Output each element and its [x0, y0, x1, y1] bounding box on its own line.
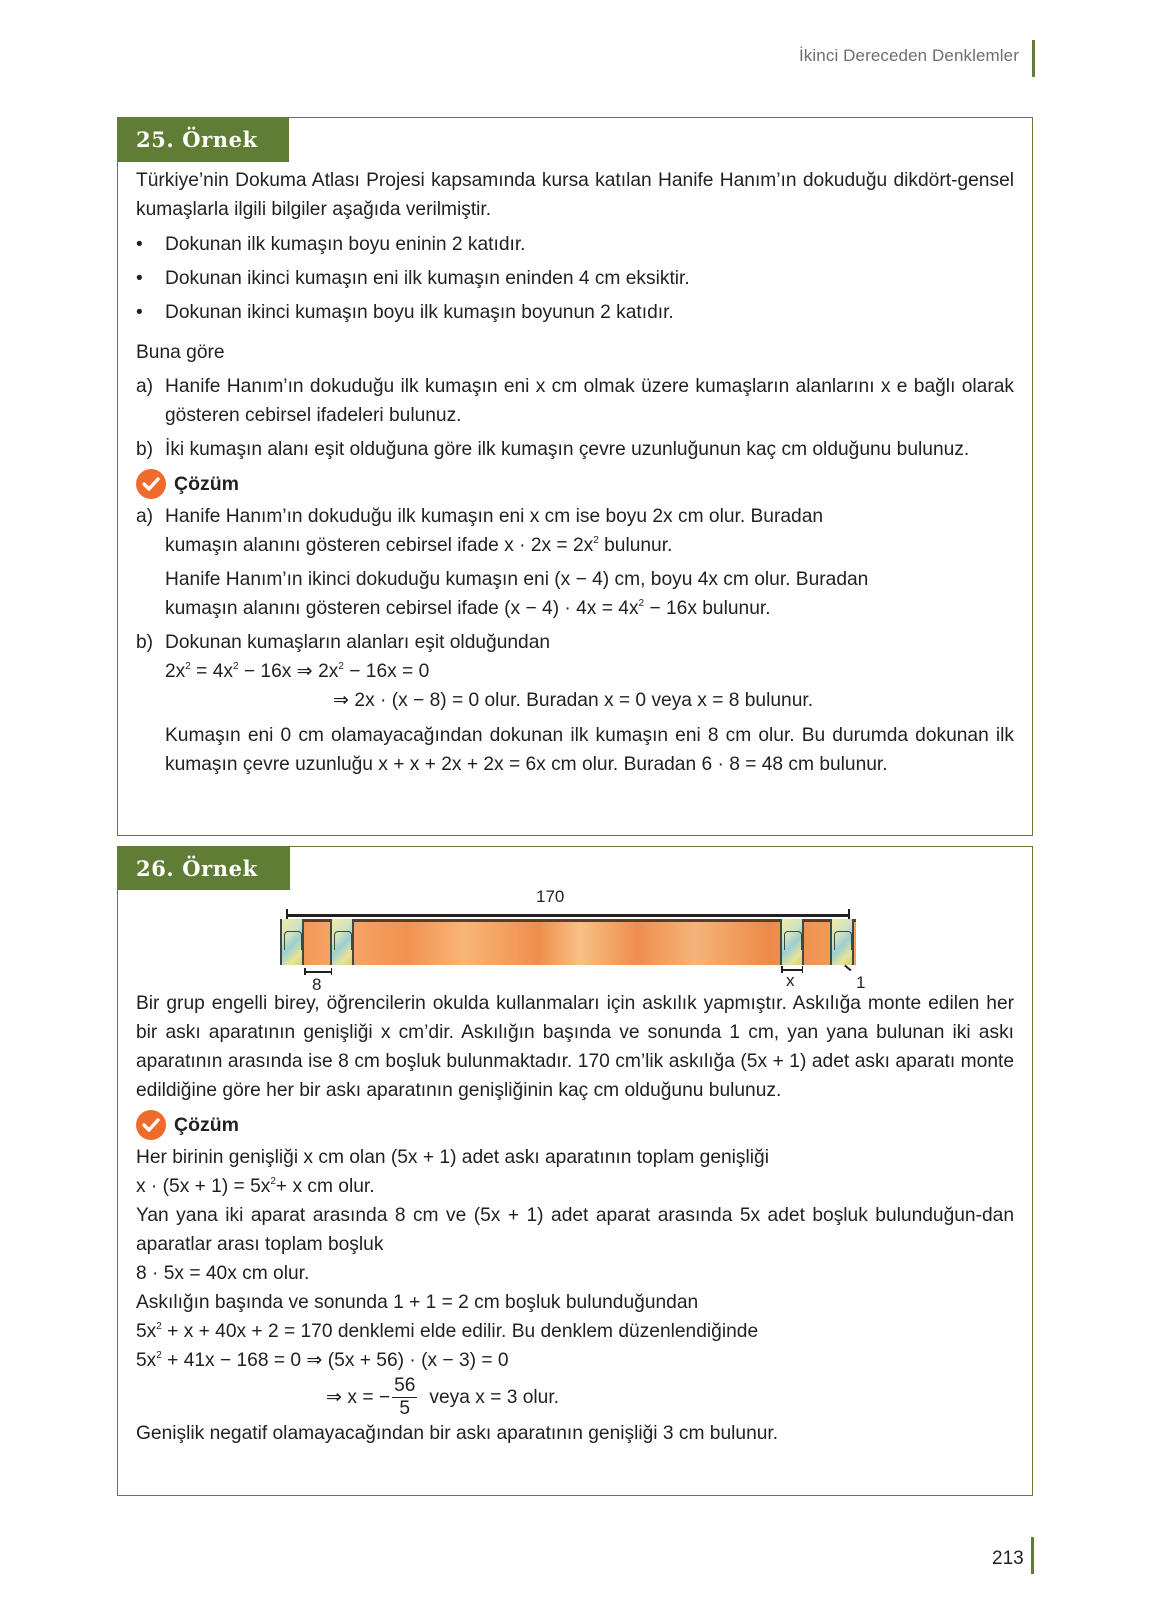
hanger-board [280, 919, 856, 965]
bullet-glyph: • [136, 234, 143, 255]
bullet-item: • Dokunan ilk kumaşın boyu eninin 2 katıdır. [136, 230, 1014, 259]
solution-heading: Çözüm [136, 466, 1014, 502]
check-circle-icon [136, 469, 166, 499]
hook-bracket [280, 919, 304, 965]
running-head-title: İkinci Dereceden Denklemler [798, 46, 1019, 65]
example-25-intro: Türkiye’nin Dokuma Atlası Projesi kapsamında kursa katılan Hanife Hanım’ın dokuduğu dikdört-gensel kumaşlarla ilgili bilgiler aşağıda verilmiştir. [136, 170, 1014, 220]
running-head-accent-bar [1032, 40, 1035, 77]
lead-text: Buna göre [136, 342, 225, 363]
bullet-item: • Dokunan ikinci kumaşın boyu ilk kumaşın boyunun 2 katıdır. [136, 298, 1014, 327]
solution-line: $5x^2 + x + 40x + 2 = 170$ denklemi elde edilir. Bu denklem düzenlendiğinde [136, 1321, 759, 1342]
gap-label: 8 [312, 975, 322, 994]
total-length-label: 170 [536, 887, 565, 906]
check-circle-icon [136, 1110, 166, 1140]
solution-line: Askılığın başında ve sonunda 1 + 1 = 2 cm boşluk bulunduğundan [136, 1292, 699, 1313]
question-a: a) Hanife Hanım’ın dokuduğu ilk kumaşın eni x cm olmak üzere kumaşların alanlarını x e bağlı olarak gösteren cebirsel ifadeleri bulunuz. [136, 376, 1014, 426]
width-label: x [786, 971, 795, 990]
equation: $2x^2 = 4x^2 - 16x$ ⇒ $2x^2 - 16x = 0$ [165, 661, 430, 682]
solution-line: Yan yana iki aparat arasında 8 cm ve (5x + 1) adet aparat arasında 5x adet boşluk bulunduğun-dan aparatlar arası toplam boşluk [136, 1205, 1014, 1255]
bullet-glyph: • [136, 302, 143, 323]
hook-bracket [830, 919, 854, 965]
solution-line: Her birinin genişliği x cm olan (5x + 1) adet askı aparatının toplam genişliği [136, 1147, 769, 1168]
example-26-problem: Bir grup engelli birey, öğrencilerin okulda kullanmaları için askılık yapmıştır. Askılığa monte edilen her bir askı aparatının genişliği x cm’dir. Askılığın başında ve sonunda 1 cm, yan yana bulunan iki askı aparatının arasında ise 8 cm boşluk bulunmaktadır. 170 cm’lik askılığa (5x + 1) adet askı aparatı monte edildiğine göre her bir askı aparatının genişliğinin kaç cm olduğunu bulunuz. [136, 993, 1014, 1101]
example-26-content [136, 989, 1014, 1448]
solution-heading: Çözüm [136, 1107, 1014, 1143]
hanger-figure [278, 887, 866, 995]
bullet-item: • Dokunan ikinci kumaşın eni ilk kumaşın eninden 4 cm eksiktir. [136, 264, 1014, 293]
hook-bracket [330, 919, 354, 965]
gap-dimension [304, 971, 332, 973]
example-26-box [117, 846, 1033, 1496]
page-number-accent-bar [1031, 1537, 1034, 1574]
edge-label: 1 [856, 973, 866, 992]
solution-b: b) Dokunan kumaşların alanları eşit olduğundan $2x^2 = 4x^2 - 16x$ ⇒ $2x^2 - 16x = 0$ ⇒ 2x · (x − 8) = 0 olur. Buradan x = 0 veya x = 8 bulunur. Kumaşın eni 0 cm olamayacağından dokunan ilk kumaşın eni 8 cm olur. Bu durumda dokunan ilk kumaşın çevre uzunluğu x + x + 2x + 2x = 6x cm olur. Buradan 6 · 8 = 48 cm bulunur. [136, 628, 1014, 779]
solution-a: a) Hanife Hanım’ın dokuduğu ilk kumaşın eni x cm ise boyu 2x cm olur. Buradan kumaşın alanını gösteren cebirsel ifade $x \cdot 2x = 2x^2$ bulunur. Hanife Hanım’ın ikinci dokuduğu kumaşın eni (x − 4) cm, boyu 4x cm olur. Buradan kumaşın alanını gösteren cebirsel ifade $(x - 4) \cdot 4x = 4x^2 - 16x$ bulunur. [136, 506, 869, 619]
question-b: b) İki kumaşın alanı eşit olduğuna göre ilk kumaşın çevre uzunluğunun kaç cm olduğunu bulunuz. [136, 439, 970, 460]
example-25-title: 25. Örnek [118, 118, 289, 162]
page-number: 213 [992, 1548, 1024, 1569]
solution-line: Genişlik negatif olamayacağından bir askı aparatının genişliği 3 cm bulunur. [136, 1423, 779, 1444]
solution-line: $x \cdot (5x + 1) = 5x^2+ x$ cm olur. [136, 1176, 375, 1197]
solution-conclusion: Kumaşın eni 0 cm olamayacağından dokunan ilk kumaşın eni 8 cm olur. Bu durumda dokunan ilk kumaşın çevre uzunluğu x + x + 2x + 2x = 6x cm olur. Buradan 6 · 8 = 48 cm bulunur. [165, 725, 1014, 775]
equation: ⇒ 2x · (x − 8) = 0 olur. Buradan x = 0 veya x = 8 bulunur. [333, 690, 814, 711]
solution-line: $5x^2 + 41x - 168 = 0$ ⇒ (5x + 56) · (x − 3) = 0 [136, 1350, 509, 1371]
fraction: $\frac{56}{5}$ [394, 1374, 416, 1419]
hook-bracket [780, 919, 804, 965]
total-length-dimension [286, 914, 849, 917]
bullet-glyph: • [136, 268, 143, 289]
edge-pointer [844, 965, 851, 971]
solution-line: ⇒ x = − $\frac{56}{5}$ veya x = 3 olur. [326, 1374, 560, 1419]
example-25-box [117, 117, 1033, 836]
example-25-content [136, 166, 1014, 779]
example-26-title: 26. Örnek [118, 847, 290, 890]
solution-line: 8 · 5x = 40x cm olur. [136, 1263, 310, 1284]
